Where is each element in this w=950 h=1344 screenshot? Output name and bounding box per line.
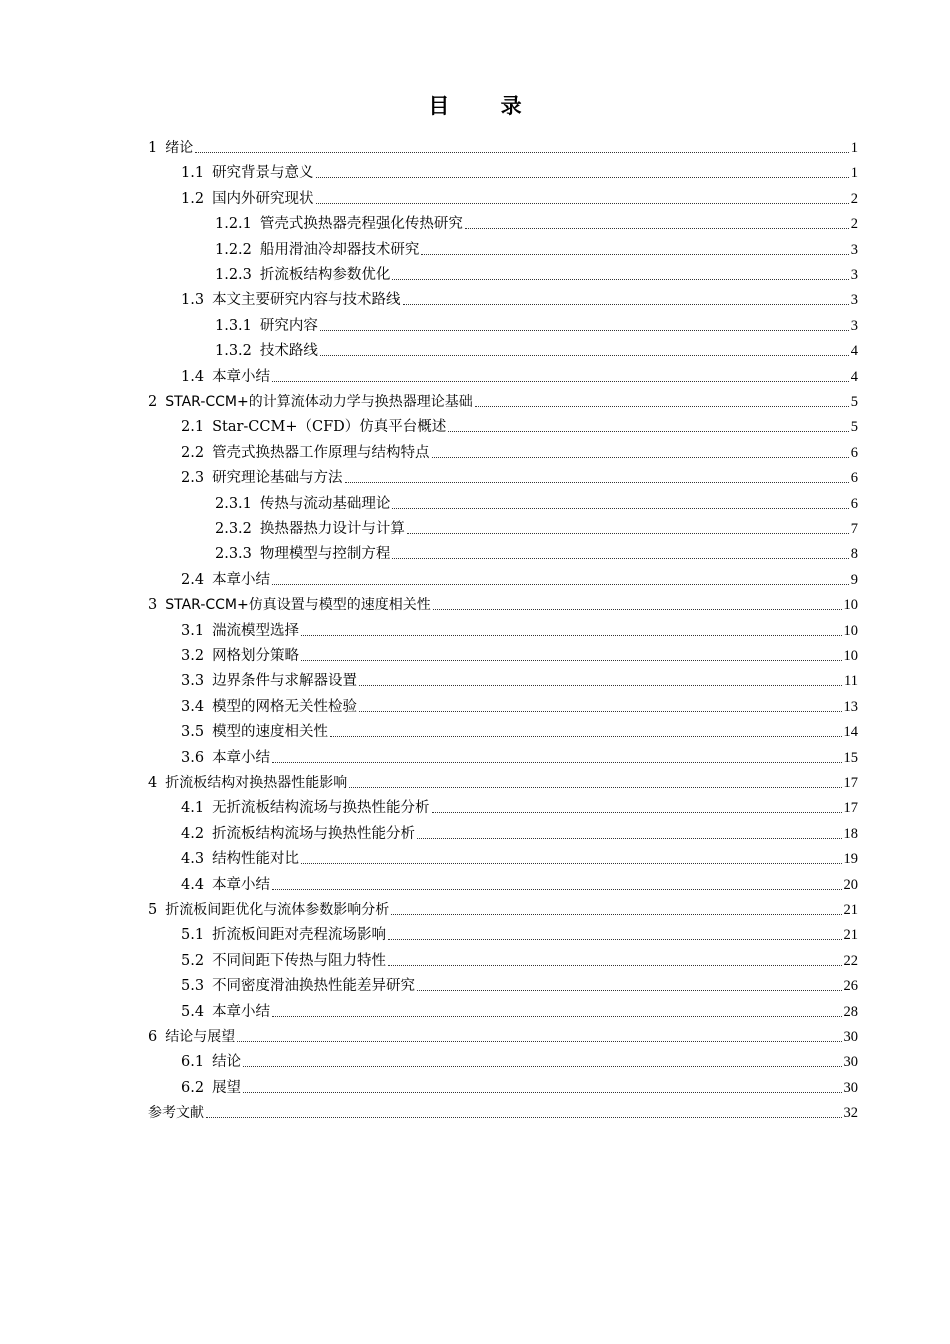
toc-entry-4-2[interactable]: [181, 822, 858, 846]
dot-leader: [206, 1117, 842, 1118]
toc-entry-6-2[interactable]: [181, 1076, 858, 1100]
toc-entry-5-3[interactable]: [181, 974, 858, 998]
toc-entry-number: 4.4: [181, 876, 205, 893]
toc-page-number: 1: [850, 140, 858, 156]
dot-leader: [237, 1041, 841, 1042]
toc-entry-title: 折流板间距优化与流体参数影响分析: [165, 902, 390, 918]
toc-entry-2-2[interactable]: [181, 441, 858, 465]
toc-entry-1-2-1[interactable]: [215, 212, 858, 236]
toc-entry-1-4[interactable]: [181, 365, 858, 389]
toc-entry-title: 模型的速度相关性: [212, 724, 329, 741]
toc-page-number: 9: [850, 571, 858, 588]
toc-entry-number: 6: [148, 1029, 158, 1045]
toc-entry-1-2-2[interactable]: [215, 238, 858, 262]
toc-page-number: 6: [850, 444, 858, 461]
toc-entry-title: 物理模型与控制方程: [259, 546, 391, 563]
toc-entry-title: 传热与流动基础理论: [259, 495, 391, 512]
toc-page-number: 15: [843, 749, 858, 766]
toc-entry-2-3[interactable]: [181, 466, 858, 490]
toc-entry-2[interactable]: [148, 390, 858, 414]
dot-leader: [432, 812, 842, 813]
dot-leader: [316, 177, 849, 178]
toc-entry-2-4[interactable]: [181, 568, 858, 592]
toc-entry-title: 本章小结: [212, 876, 271, 893]
toc-page-number: 10: [843, 597, 858, 614]
toc-entry-4-1[interactable]: [181, 796, 858, 820]
dot-leader: [421, 254, 848, 255]
toc-entry-title: 研究内容: [259, 317, 318, 334]
dot-leader: [243, 1092, 841, 1093]
toc-entry-1-3-1[interactable]: [215, 314, 858, 338]
toc-entry-number: 5.2: [181, 952, 205, 969]
toc-entry-number: 1.2.1: [215, 216, 252, 233]
toc-entry-number: 3.2: [181, 648, 205, 664]
toc-page-number: 5: [850, 419, 858, 436]
toc-entry-2-3-1[interactable]: [215, 492, 858, 516]
toc-entry-number: 1.3.1: [215, 317, 252, 334]
toc-entry-title: 换热器热力设计与计算: [259, 521, 405, 537]
toc-page-number: 10: [843, 648, 858, 664]
toc-page-number: 28: [843, 1003, 858, 1020]
dot-leader: [243, 1066, 841, 1067]
toc-page-number: 3: [850, 317, 858, 334]
toc-entry-title: 绪论: [165, 140, 194, 156]
toc-entry-title: 本章小结: [212, 571, 271, 588]
dot-leader: [301, 863, 841, 864]
toc-page-number: 4: [850, 343, 858, 360]
dot-leader: [301, 635, 841, 636]
toc-page-number: 6: [850, 495, 858, 512]
toc-entry-number: 2.3.2: [215, 521, 252, 537]
toc-entry-title: 结论与展望: [165, 1029, 236, 1045]
toc-entry-1-2[interactable]: [181, 187, 858, 211]
dot-leader: [320, 355, 849, 356]
toc-page-number: 19: [843, 851, 858, 868]
dot-leader: [272, 889, 841, 890]
toc-page-number: 17: [843, 775, 858, 791]
toc-entry-5-2[interactable]: [181, 949, 858, 973]
toc-entry-5[interactable]: [148, 898, 858, 922]
toc-entry-number: 5.3: [181, 978, 205, 995]
dot-leader: [301, 660, 841, 661]
toc-entry-title: 研究理论基础与方法: [212, 470, 343, 487]
dot-leader: [320, 330, 849, 331]
dot-leader: [272, 381, 849, 382]
toc-entry-number: 1.2.2: [215, 241, 252, 258]
toc-page-number: 32: [843, 1105, 858, 1122]
toc-entry-1-3[interactable]: [181, 288, 858, 312]
toc-entry-title: 技术路线: [259, 343, 318, 360]
toc-page-number: 20: [843, 876, 858, 893]
dot-leader: [417, 838, 841, 839]
toc-page-number: 8: [850, 546, 858, 563]
toc-entry-4[interactable]: [148, 771, 858, 795]
toc-page-number: 22: [843, 952, 858, 969]
dot-leader: [330, 736, 841, 737]
toc-page-number: 30: [843, 1029, 858, 1045]
toc-entry-number: 2.1: [181, 419, 205, 436]
toc-page-number: 18: [843, 825, 858, 842]
toc-entry-4-3[interactable]: [181, 847, 858, 871]
toc-entry-title: STAR-CCM+仿真设置与模型的速度相关性: [165, 597, 431, 614]
toc-entry-3-1[interactable]: [181, 619, 858, 643]
toc-entry-title: 网格划分策略: [212, 648, 300, 664]
toc-entry-references[interactable]: [148, 1101, 858, 1125]
toc-page-number: 30: [843, 1079, 858, 1096]
dot-leader: [403, 304, 849, 305]
toc-entry-3-5[interactable]: [181, 720, 858, 744]
dot-leader: [448, 431, 848, 432]
toc-entry-title: 结构性能对比: [212, 851, 300, 868]
toc-entry-title: 折流板间距对壳程流场影响: [212, 927, 387, 944]
toc-entry-title: 管壳式换热器壳程强化传热研究: [259, 216, 463, 233]
toc-entry-title: 不同间距下传热与阻力特性: [212, 952, 387, 969]
toc-entry-title: 国内外研究现状: [212, 190, 314, 207]
toc-entry-number: 4.3: [181, 851, 205, 868]
toc-entry-number: 3.5: [181, 724, 205, 741]
toc-entry-title: 参考文献: [148, 1105, 204, 1122]
dot-leader: [388, 939, 841, 940]
toc-entry-title: 研究背景与意义: [212, 165, 314, 182]
toc-entry-number: 4: [148, 775, 158, 791]
toc-entry-title: 本文主要研究内容与技术路线: [212, 292, 401, 309]
toc-page-number: 10: [843, 622, 858, 639]
toc-entry-1-2-3[interactable]: [215, 263, 858, 287]
toc-entry-number: 2.2: [181, 444, 205, 461]
toc-entry-number: 2.3.1: [215, 495, 252, 512]
toc-entry-number: 5.1: [181, 927, 205, 944]
toc-entry-number: 2.4: [181, 571, 205, 588]
toc-page-number: 21: [843, 927, 858, 944]
toc-entry-number: 2: [148, 394, 158, 410]
dot-leader: [465, 228, 849, 229]
dot-leader: [272, 584, 849, 585]
toc-page-number: 7: [850, 521, 858, 537]
toc-entry-title: 折流板结构流场与换热性能分析: [212, 825, 416, 842]
dot-leader: [272, 762, 841, 763]
toc-page-number: 3: [850, 292, 858, 309]
toc-page-number: 13: [843, 698, 858, 715]
dot-leader: [349, 787, 841, 788]
toc-entry-number: 3.3: [181, 673, 205, 690]
toc-entry-number: 5.4: [181, 1003, 205, 1020]
dot-leader: [392, 558, 848, 559]
toc-entry-title: 展望: [212, 1079, 242, 1096]
toc-page-number: 2: [850, 190, 858, 207]
toc-entry-title: 本章小结: [212, 1003, 271, 1020]
toc-entry-3-3[interactable]: [181, 669, 858, 693]
toc-entry-number: 1.1: [181, 165, 205, 182]
toc-entry-title: 不同密度滑油换热性能差异研究: [212, 978, 416, 995]
toc-entry-title: STAR-CCM+的计算流体动力学与换热器理论基础: [165, 394, 473, 410]
toc-entry-number: 3.6: [181, 749, 205, 766]
toc-entry-2-3-2[interactable]: [215, 517, 858, 541]
toc-page-number: 11: [844, 673, 858, 690]
toc-page-number: 3: [850, 241, 858, 258]
toc-entry-number: 2.3.3: [215, 546, 252, 563]
toc-entry-title: 折流板结构对换热器性能影响: [165, 775, 348, 791]
toc-entry-number: 3.1: [181, 622, 205, 639]
toc-page-number: 26: [843, 978, 858, 995]
toc-page-number: 6: [850, 470, 858, 487]
toc-entry-number: 3.4: [181, 698, 205, 715]
toc-entry-number: 4.1: [181, 800, 205, 817]
toc-page-number: 4: [850, 368, 858, 385]
toc-entry-1[interactable]: [148, 136, 858, 160]
toc-entry-3-6[interactable]: [181, 746, 858, 770]
dot-leader: [392, 508, 848, 509]
toc-entry-number: 4.2: [181, 825, 205, 842]
toc-entry-3-4[interactable]: [181, 695, 858, 719]
toc-entry-title: 模型的网格无关性检验: [212, 698, 358, 715]
toc-entry-number: 3: [148, 597, 158, 614]
toc-entry-number: 6.2: [181, 1079, 205, 1096]
dot-leader: [195, 152, 849, 153]
toc-entry-title: 船用滑油冷却器技术研究: [259, 241, 420, 258]
dot-leader: [345, 482, 849, 483]
toc-entry-5-1[interactable]: [181, 923, 858, 947]
toc-entry-2-3-3[interactable]: [215, 542, 858, 566]
toc-entry-number: 6.1: [181, 1054, 205, 1071]
toc-entry-3-2[interactable]: [181, 644, 858, 668]
toc-page-number: 21: [843, 902, 858, 918]
toc-entry-number: 1: [148, 140, 158, 156]
toc-page-number: 1: [850, 165, 858, 182]
toc-entry-2-1[interactable]: [181, 415, 858, 439]
toc-entry-title: 湍流模型选择: [212, 622, 300, 639]
toc-page-number: 2: [850, 216, 858, 233]
toc-entry-5-4[interactable]: [181, 1000, 858, 1024]
toc-entry-title: 结论: [212, 1054, 242, 1071]
toc-entry-number: 1.3.2: [215, 343, 252, 360]
toc-entry-number: 1.3: [181, 292, 205, 309]
page-title: 目 录: [428, 94, 544, 118]
dot-leader: [272, 1016, 841, 1017]
toc-entry-title: 边界条件与求解器设置: [212, 673, 358, 690]
dot-leader: [475, 406, 849, 407]
toc-page-number: 5: [850, 394, 858, 410]
toc-entry-title: 本章小结: [212, 749, 271, 766]
toc-page-number: 3: [850, 267, 858, 283]
dot-leader: [417, 990, 841, 991]
dot-leader: [391, 914, 841, 915]
toc-entry-title: Star-CCM+（CFD）仿真平台概述: [212, 419, 447, 436]
dot-leader: [359, 711, 841, 712]
toc-entry-1-3-2[interactable]: [215, 339, 858, 363]
toc-entry-number: 1.2: [181, 190, 205, 207]
toc-page-number: 14: [843, 724, 858, 741]
dot-leader: [359, 685, 842, 686]
toc-entry-1-1[interactable]: [181, 161, 858, 185]
dot-leader: [392, 279, 848, 280]
toc-entry-6-1[interactable]: [181, 1050, 858, 1074]
toc-entry-title: 无折流板结构流场与换热性能分析: [212, 800, 430, 817]
toc-entry-title: 管壳式换热器工作原理与结构特点: [212, 444, 430, 461]
toc-entry-4-4[interactable]: [181, 873, 858, 897]
toc-page-number: 17: [843, 800, 858, 817]
dot-leader: [316, 203, 849, 204]
toc-entry-number: 5: [148, 902, 158, 918]
toc-page-number: 30: [843, 1054, 858, 1071]
toc-entry-title: 本章小结: [212, 368, 271, 385]
toc-entry-number: 2.3: [181, 470, 205, 487]
toc-entry-number: 1.2.3: [215, 267, 252, 283]
dot-leader: [388, 965, 841, 966]
toc-entry-title: 折流板结构参数优化: [259, 267, 391, 283]
dot-leader: [407, 533, 849, 534]
dot-leader: [432, 457, 849, 458]
toc-entry-6[interactable]: [148, 1025, 858, 1049]
toc-entry-3[interactable]: [148, 593, 858, 617]
dot-leader: [433, 609, 842, 610]
toc-entry-number: 1.4: [181, 368, 205, 385]
